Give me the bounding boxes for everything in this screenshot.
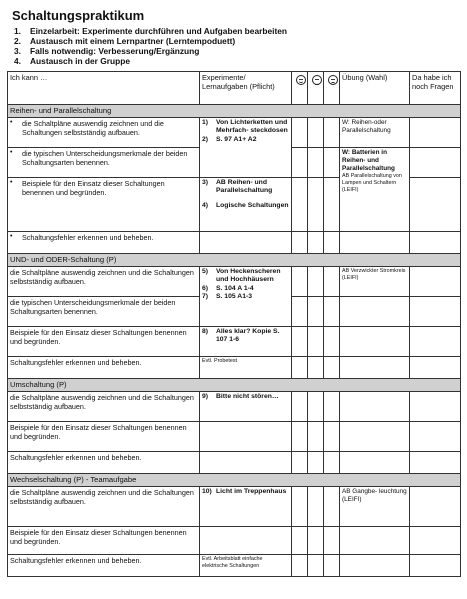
section-row: [8, 105, 461, 118]
page-title: Schaltungspraktikum: [12, 8, 145, 23]
neutral-face-icon: [312, 75, 322, 85]
table-row: Schaltungsfehler erkennen und beheben. Evtl. Arbeitsblatt einfache elektrische Schaltungen: [8, 555, 461, 577]
section-row: [8, 379, 461, 392]
table-row: • Schaltungsfehler erkennen und beheben.: [8, 232, 461, 254]
section-title: UND- und ODER-Schaltung (P): [8, 254, 461, 267]
table-row: Beispiele für den Einsatz dieser Schaltungen benennen und begründen.: [8, 422, 461, 452]
table-row: Schaltungsfehler erkennen und beheben.: [8, 452, 461, 474]
step-item: 4. Austausch in der Gruppe: [14, 56, 131, 66]
section-title: Reihen- und Parallelschaltung: [8, 105, 461, 118]
section-title: Wechselschaltung (P) - Teamaufgabe: [8, 474, 461, 487]
section-row: [8, 254, 461, 267]
table-row: • die Schaltpläne auswendig zeichnen und die Schaltungen selbstständig aufbauen. 1) Von Lichterketten und Mehrfach- steckdosen 2) S. 97 A1+ A2 W: Reihen-oder Parallelschaltung: [8, 118, 461, 148]
happy-face-icon: [296, 75, 306, 85]
step-item: 1. Einzelarbeit: Experimente durchführen und Aufgaben bearbeiten: [14, 26, 288, 36]
step-item: 2. Austausch mit einem Lernpartner (Lerntempoduett): [14, 36, 236, 46]
section-title: Umschaltung (P): [8, 379, 461, 392]
header-sad: [324, 72, 340, 105]
step-item: 3. Falls notwendig: Verbesserung/Ergänzung: [14, 46, 200, 56]
table-header-row: [8, 72, 461, 105]
table-row: die Schaltpläne auswendig zeichnen und die Schaltungen selbstständig aufbauen. 10) Licht im Treppenhaus AB Gangbe- leuchtung (LEIFI): [8, 487, 461, 527]
table-row: • die typischen Unterscheidungsmerkmale der beiden Schaltungsarten benennen. W: Batterien in Reihen- und Parallelschaltung AB Parallelschaltung von Lampen und Schaltern (LEIFI): [8, 148, 461, 178]
table-row: Beispiele für den Einsatz dieser Schaltungen benennen und begründen.: [8, 527, 461, 555]
header-fragen: Da habe ich noch Fragen: [410, 72, 461, 105]
header-ich-kann: Ich kann …: [8, 72, 200, 105]
header-happy: [292, 72, 308, 105]
header-uebung: Übung (Wahl): [340, 72, 410, 105]
table-row: die Schaltpläne auswendig zeichnen und die Schaltungen selbstständig aufbauen. 9) Bitte nicht stören…: [8, 392, 461, 422]
table-row: die typischen Unterscheidungsmerkmale der beiden Schaltungsarten benennen.: [8, 297, 461, 327]
sad-face-icon: [328, 75, 338, 85]
table-row: • Beispiele für den Einsatz dieser Schaltungen benennen und begründen. 3) AB Reihen- und Parallelschaltung 4) Logische Schaltungen: [8, 178, 461, 232]
table-row: Schaltungsfehler erkennen und beheben. Evtl. Probetest: [8, 357, 461, 379]
section-row: [8, 474, 461, 487]
table-row: Beispiele für den Einsatz dieser Schaltungen benennen und begründen. 8) Alles klar? Kopie S. 107 1-6: [8, 327, 461, 357]
header-experimente: Experimente/ Lernaufgaben (Pflicht): [200, 72, 292, 105]
competence-table: [7, 71, 461, 577]
header-neutral: [308, 72, 324, 105]
table-row: die Schaltpläne auswendig zeichnen und die Schaltungen selbstständig aufbauen. 5) Von Heckenscheren und Hochhäusern 6) S. 104 A 1-4 7) S. 105 A1-3 AB Verzwickter Stromkreis (LEIFI): [8, 267, 461, 297]
step-list: [14, 26, 287, 66]
